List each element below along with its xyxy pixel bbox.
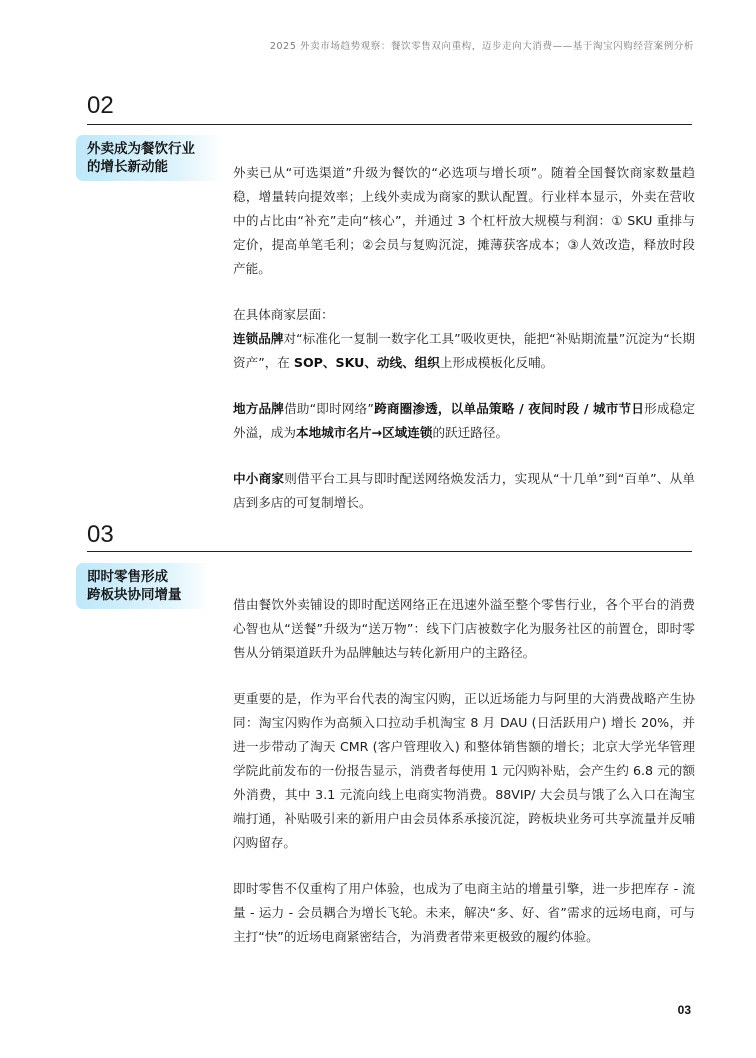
page-number: 03 xyxy=(677,1003,691,1017)
paragraph: 外卖已从“可选渠道”升级为餐饮的“必选项与增长项”。随着全国餐饮商家数量趋稳，增量转向提效率；上线外卖成为商家的默认配置。行业样本显示，外卖在营收中的占比由“补充”走向“核心”，并通过 3 个杠杆放大规模与利润：① SKU 重排与定价，提高单笔毛利；②会员与复购沉淀，摊薄获客成本；③人效改造，释放时段产能。 xyxy=(233,165,695,276)
section-number-03: 03 xyxy=(87,521,114,548)
section-tag-line: 跨板块协同增量 xyxy=(87,587,182,603)
bold-text: 中小商家 xyxy=(233,471,285,486)
section-tag-02 xyxy=(76,135,223,181)
section-tag-line: 外卖成为餐饮行业 xyxy=(87,141,195,157)
text-span: 形成稳定外溢，成为 xyxy=(233,401,695,440)
section-number-02: 02 xyxy=(87,92,114,119)
bold-text: SOP、SKU、动线、组织 xyxy=(293,355,440,370)
running-header: 2025 外卖市场趋势观察：餐饮零售双向重构，迈步走向大消费——基于淘宝闪购经营案例分析 xyxy=(269,41,694,52)
paragraph: 借由餐饮外卖铺设的即时配送网络正在迅速外溢至整个零售行业，各个平台的消费心智也从“送餐”升级为“送万物”：线下门店被数字化为服务社区的前置仓，即时零售从分销渠道跃升为品牌触达与转化新用户的主路径。 xyxy=(233,597,695,660)
text-span: 借助“即时网络” xyxy=(284,401,374,416)
paragraph xyxy=(233,327,695,375)
section-divider-02 xyxy=(87,124,692,125)
section-tag-line: 的增长新动能 xyxy=(87,159,168,175)
paragraph xyxy=(233,397,695,445)
paragraph: 在具体商家层面： xyxy=(233,307,334,322)
section-divider-03 xyxy=(87,551,692,552)
paragraph xyxy=(233,467,695,515)
section-body-02 xyxy=(233,161,695,537)
bold-text: 地方品牌 xyxy=(233,401,285,416)
text-span: 对“标准化一复制一数字化工具”吸收更快，能把“补贴期流量”沉淀为“长期资产”，在 xyxy=(233,331,695,370)
text-span: 则借平台工具与即时配送网络焕发活力，实现从“十几单”到“百单”、从单店到多店的可复制增长。 xyxy=(233,471,695,510)
section-tag-03 xyxy=(76,563,210,609)
paragraph: 即时零售不仅重构了用户体验，也成为了电商主站的增量引擎，进一步把库存 - 流量 - 运力 - 会员耦合为增长飞轮。未来，解决“多、好、省”需求的远场电商，可与主打“快”的近场电商紧密结合，为消费者带来更极致的履约体验。 xyxy=(233,881,695,944)
text-span: 的跃迁路径。 xyxy=(432,425,509,440)
section-tag-line: 即时零售形成 xyxy=(87,569,168,585)
bold-text: 本地城市名片→区域连锁 xyxy=(295,425,433,440)
section-body-03 xyxy=(233,593,695,971)
text-span: 上形成模板化反哺。 xyxy=(439,355,554,370)
bold-text: 跨商圈渗透，以单品策略 / 夜间时段 / 城市节日 xyxy=(373,401,645,416)
bold-text: 连锁品牌 xyxy=(233,331,284,346)
paragraph: 更重要的是，作为平台代表的淘宝闪购，正以近场能力与阿里的大消费战略产生协同：淘宝闪购作为高频入口拉动手机淘宝 8 月 DAU (日活跃用户) 增长 20%，并进一步带动了淘天 CMR (客户管理收入) 和整体销售额的增长；北京大学光华管理学院此前发布的一份报告显示，消费者每使用 1 元闪购补贴，会产生约 6.8 元的额外消费，其中 3.1 元流向线上电商实物消费。88VIP/ 大会员与饿了么入口在淘宝端打通，补贴吸引来的新用户由会员体系承接沉淀，跨板块业务可共享流量并反哺闪购留存。 xyxy=(233,691,695,850)
